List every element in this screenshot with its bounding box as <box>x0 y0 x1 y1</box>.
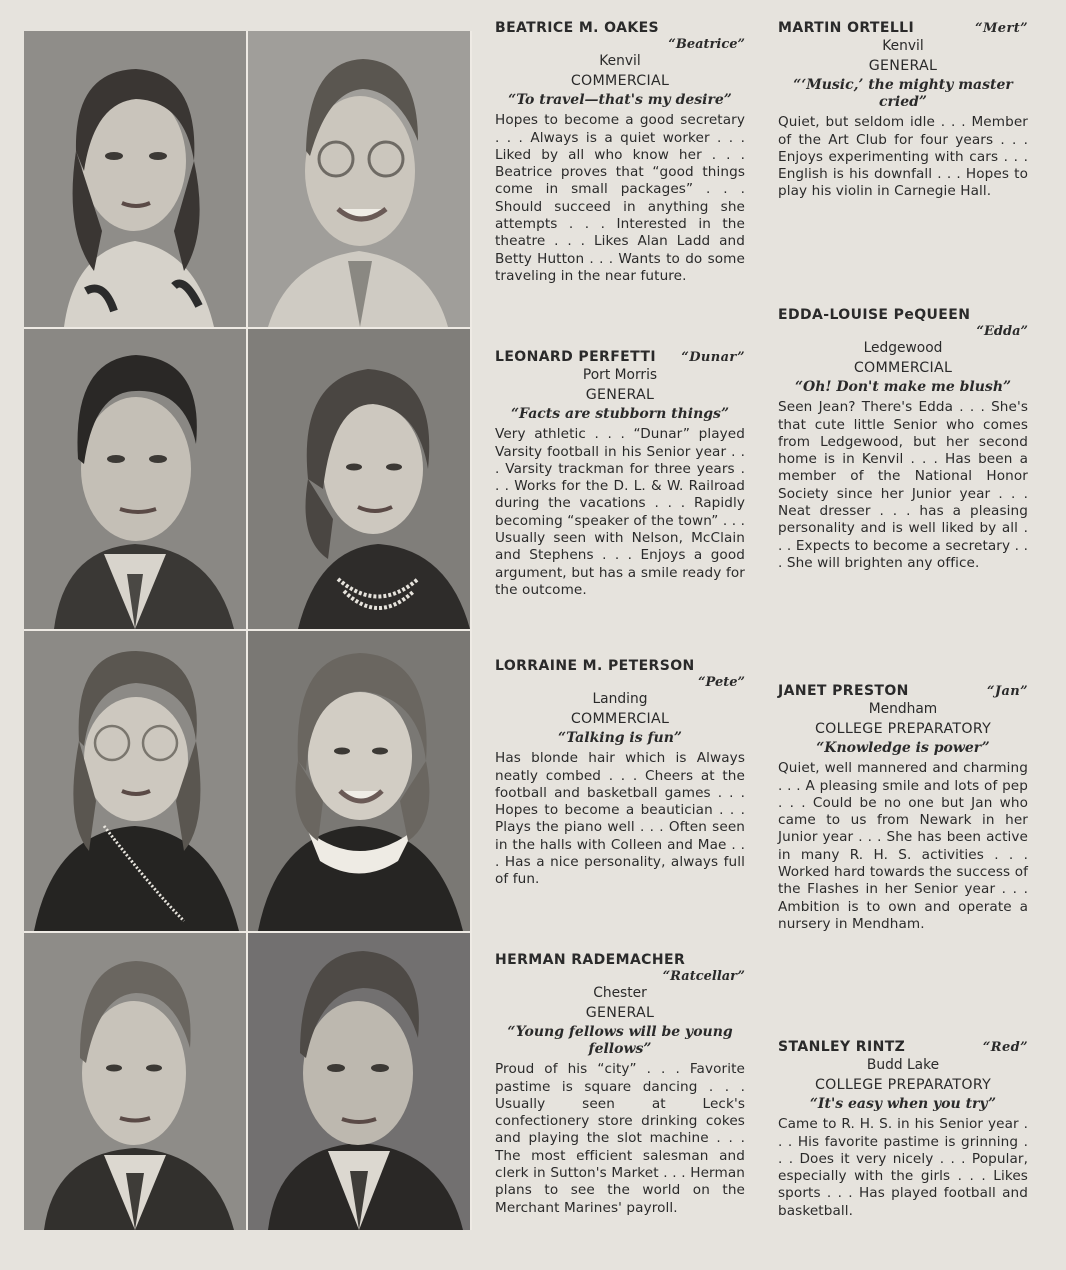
senior-name-row <box>778 307 1028 324</box>
portrait-silhouette <box>24 933 246 1230</box>
senior-town: Kenvil <box>882 38 924 55</box>
portrait-silhouette <box>24 329 246 629</box>
senior-motto: “It's easy when you try” <box>809 1096 997 1113</box>
senior-town: Ledgewood <box>863 340 943 357</box>
senior-motto: “Facts are stubborn things” <box>510 406 729 423</box>
senior-town: Kenvil <box>599 53 641 70</box>
senior-motto: “To travel—that's my desire” <box>508 92 732 109</box>
senior-nickname: “Beatrice” <box>668 37 745 53</box>
photo-martin-ortelli <box>248 31 470 327</box>
portrait-silhouette <box>248 631 470 931</box>
senior-entry-perfetti <box>495 349 745 599</box>
senior-name: STANLEY RINTZ <box>778 1039 906 1055</box>
senior-name: HERMAN RADEMACHER <box>495 952 686 968</box>
senior-name-row <box>495 658 745 675</box>
senior-bio: Hopes to become a good secretary . . . Always is a quiet worker . . . Liked by all who know her . . . Beatrice proves that “good things come in small packages” . . . Should succeed in anything she attempts . . . Interested in the theatre . . . Likes Alan Ladd and Betty Hutton . . . Wants to do some traveling in the near future. <box>495 112 745 284</box>
photo-stanley-rintz <box>248 933 470 1230</box>
photo-grid <box>24 31 472 1230</box>
senior-nickname: “Pete” <box>698 675 745 691</box>
senior-nickname: “Jan” <box>987 684 1028 699</box>
photo-edda-louise-pequeen <box>248 329 470 629</box>
senior-name-row <box>778 1039 1028 1056</box>
senior-motto: “Young fellows will be young fellows” <box>507 1024 733 1058</box>
senior-nickname: “Red” <box>982 1040 1028 1055</box>
portrait-silhouette <box>248 31 470 327</box>
photo-leonard-perfetti <box>24 329 246 629</box>
senior-name: LEONARD PERFETTI <box>495 349 656 365</box>
senior-bio: Quiet, but seldom idle . . . Member of the Art Club for four years . . . Enjoys experimenting with cars . . . English is his downfall . . . Hopes to play his violin in Carnegie Hall. <box>778 114 1028 200</box>
senior-entry-preston <box>778 683 1028 933</box>
senior-course: COMMERCIAL <box>570 711 670 728</box>
photo-herman-rademacher <box>24 933 246 1230</box>
senior-name: BEATRICE M. OAKES <box>495 20 660 36</box>
senior-name-row <box>495 952 745 969</box>
senior-nickname: “Edda” <box>976 324 1028 340</box>
senior-town: Mendham <box>868 701 938 718</box>
senior-bio: Seen Jean? There's Edda . . . She's that cute little Senior who comes from Ledgewood, but her second home is in Kenvil . . . Has been a member of the National Honor Society since her Junior year . . . Neat dresser . . . has a pleasing personality and is well liked by all . . . Expects to become a secretary . . . She will brighten any office. <box>778 399 1028 571</box>
senior-name: EDDA-LOUISE PeQUEEN <box>778 307 971 323</box>
portrait-silhouette <box>24 631 246 931</box>
senior-bio: Proud of his “city” . . . Favorite pastime is square dancing . . . Usually seen at Leck's confectionery store drinking cokes and playing the slot machine . . . The most efficient salesman and clerk in Sutton's Market . . . Herman plans to see the world on the Merchant Marines' payroll. <box>495 1061 745 1216</box>
senior-entry-rintz <box>778 1039 1028 1220</box>
senior-bio: Has blonde hair which is Always neatly combed . . . Cheers at the football and basketball games . . . Hopes to become a beautician . . . Plays the piano well . . . Often seen in the halls with Colleen and Mae . . . Has a nice personality, always full of fun. <box>495 750 745 888</box>
senior-nickname: “Dunar” <box>681 350 745 365</box>
portrait-silhouette <box>248 933 470 1230</box>
senior-motto: “Talking is fun” <box>558 730 682 747</box>
senior-course: COLLEGE PREPARATORY <box>814 721 992 738</box>
senior-bio: Came to R. H. S. in his Senior year . . . His favorite pastime is grinning . . . Does it very nicely . . . Popular, especially with the girls . . . Likes sports . . . Has played football and basketball. <box>778 1116 1028 1219</box>
senior-nickname: “Ratcellar” <box>662 969 745 985</box>
senior-course: GENERAL <box>868 58 938 75</box>
senior-town: Landing <box>592 691 648 708</box>
photo-janet-preston <box>248 631 470 931</box>
senior-course: COLLEGE PREPARATORY <box>814 1077 992 1094</box>
portrait-silhouette <box>248 329 470 629</box>
senior-name: LORRAINE M. PETERSON <box>495 658 695 674</box>
senior-nickname: “Mert” <box>975 21 1028 36</box>
senior-entry-peterson <box>495 658 745 889</box>
photo-beatrice-oakes <box>24 31 246 327</box>
senior-name: MARTIN ORTELLI <box>778 20 915 36</box>
senior-entry-oakes <box>495 20 745 285</box>
senior-bio: Very athletic . . . “Dunar” played Varsity football in his Senior year . . . Varsity trackman for three years . . . Works for the D. L. & W. Railroad during the vacations . . . Rapidly becoming “speaker of the town” . . . Usually seen with Nelson, McClain and Stephens . . . Enjoys a good argument, but has a smile ready for the outcome. <box>495 426 745 598</box>
senior-motto: “‘Music,’ the mighty master cried” <box>793 77 1013 111</box>
senior-course: GENERAL <box>585 387 655 404</box>
senior-name-row <box>495 20 745 37</box>
senior-town: Chester <box>593 985 647 1002</box>
senior-course: COMMERCIAL <box>570 73 670 90</box>
senior-name-row <box>778 20 1028 37</box>
senior-bio: Quiet, well mannered and charming . . . A pleasing smile and lots of pep . . . Could be no one but Jan who came to us from Newark in her Junior year . . . She has been active in many R. H. S. activities . . . Worked hard towards the success of the Flashes in her Senior year . . . Ambition is to own and operate a nursery in Mendham. <box>778 760 1028 932</box>
senior-course: GENERAL <box>585 1005 655 1022</box>
senior-name-row <box>495 349 745 366</box>
senior-entry-rademacher <box>495 952 745 1217</box>
portrait-silhouette <box>24 31 246 327</box>
senior-town: Budd Lake <box>866 1057 940 1074</box>
senior-entry-ortelli <box>778 20 1028 201</box>
senior-entry-pequeen <box>778 307 1028 572</box>
photo-lorraine-peterson <box>24 631 246 931</box>
senior-motto: “Oh! Don't make me blush” <box>794 379 1012 396</box>
senior-course: COMMERCIAL <box>853 360 953 377</box>
senior-name: JANET PRESTON <box>778 683 909 699</box>
senior-motto: “Knowledge is power” <box>816 740 990 757</box>
senior-name-row <box>778 683 1028 700</box>
senior-town: Port Morris <box>582 367 658 384</box>
